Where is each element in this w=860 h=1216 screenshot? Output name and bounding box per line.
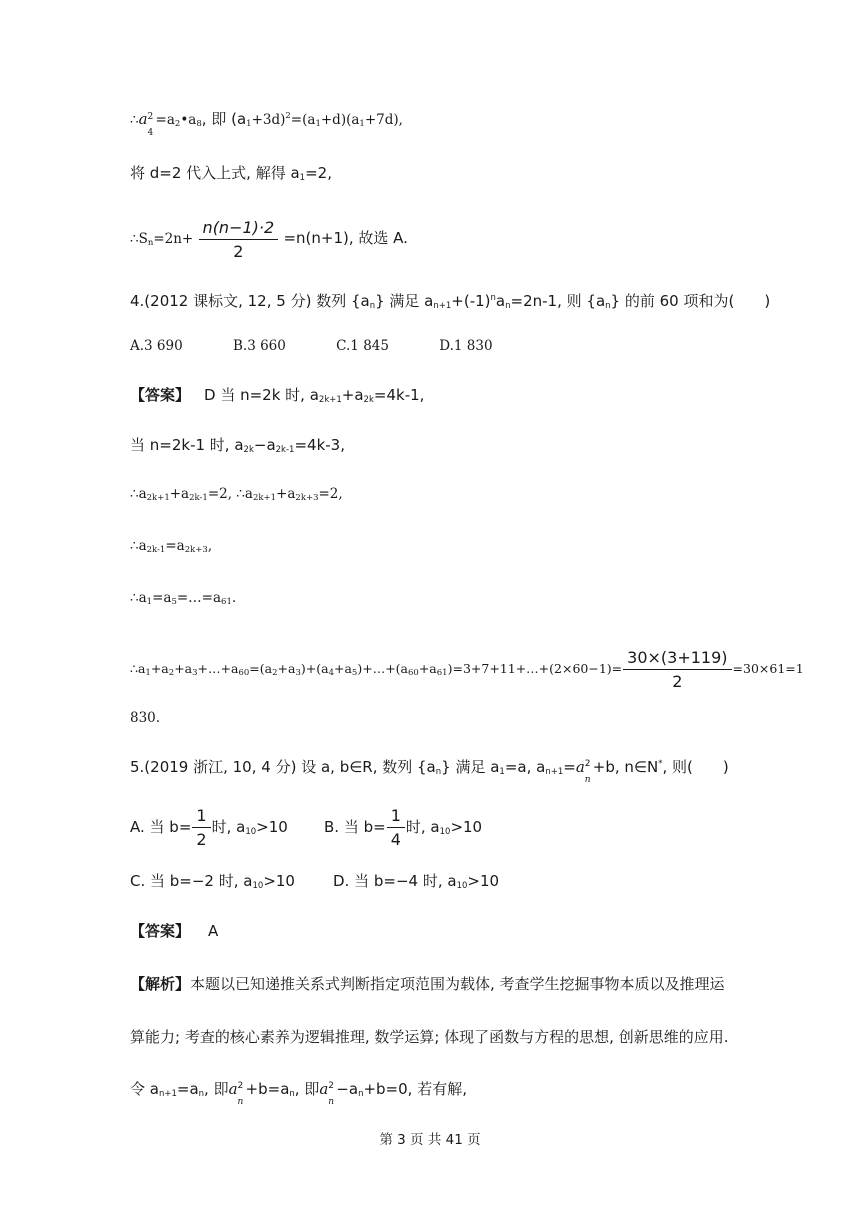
- answer-label: 【答案】: [130, 922, 191, 940]
- formula-line-11: $\therefore a_1+a_2+a_3+\dots+a_{60}=(a_2+a_3)+(a_4+a_5)+\dots+(a_{60}+a_{61})=3+7+11+\dots+(2\times 60-1)=$ $\frac{30\times(3+119)}{2}$ =30×61=1: [130, 648, 804, 691]
- question-5-option-c: C. 当 b=−2 时, $a_{10}>10$: [130, 872, 295, 891]
- formula-line-9: $\therefore a_{2k-1}=a_{2k+3}$,: [130, 538, 213, 555]
- answer-label: 【答案】: [130, 386, 191, 404]
- formula-line-18: 令 $a_{n+1}=a_n$, 即a 2 n $+b=a_n$, 即a 2 n $-a_n+b=0$, 若有解,: [130, 1080, 467, 1107]
- option-b: B.3 660: [233, 338, 286, 354]
- option-d: D.1 830: [439, 338, 493, 354]
- question-4: 4.(2012 课标文, 12, 5 分) 数列 $\{a_n\}$ 满足 $a_{n+1}+(-1)^na_n=2n-1$, 则 $\{a_n\}$ 的前 60 项和为( ): [130, 292, 771, 311]
- fraction: $\frac{n(n-1)\cdot 2}{2}$: [199, 218, 279, 261]
- fraction: $\frac{30\times(3+119)}{2}$: [623, 648, 731, 691]
- formula-line-1: ∴a 2 4 $=a_2•a_8$, 即 $(a_1+3d)^2=(a_1+d)(a_1+7d)$,: [130, 110, 403, 138]
- question-5-option-b: B. 当 b= $\frac{1}{4}$ 时, $a_{10}>10$: [324, 806, 483, 849]
- analysis-label: 【解析】: [130, 975, 191, 993]
- formula-line-10: $\therefore a_1=a_5=\dots=a_{61}$.: [130, 590, 237, 607]
- question-4-options: [130, 338, 493, 354]
- formula-line-2: 将 d=2 代入上式, 解得 $a_1=2$,: [130, 164, 332, 183]
- page-footer: 第 3 页 共 41 页: [379, 1132, 481, 1148]
- formula-line-12: 830.: [130, 710, 161, 726]
- formula-line-7: 当 n=2k-1 时, $a_{2k}-a_{2k-1}=4k-3$,: [130, 436, 345, 455]
- analysis-line-1: 【解析】本题以已知递推关系式判断指定项范围为载体, 考查学生挖掘事物本质以及推理运: [130, 975, 725, 993]
- option-c: C.1 845: [336, 338, 389, 354]
- question-5: 5.(2019 浙江, 10, 4 分) 设 a, b∈R, 数列 $\{a_n\}$ 满足 $a_1=a$, $a_{n+1}=a$ 2 n +b, n∈N*, 则( ): [130, 758, 729, 785]
- question-5-option-d: D. 当 b=−4 时, $a_{10}>10$: [333, 872, 500, 891]
- answer-5: 【答案】 A: [130, 922, 219, 940]
- question-5-option-a: A. 当 b= $\frac{1}{2}$ 时, $a_{10}>10$: [130, 806, 288, 849]
- formula-line-3: $\therefore S_n=2n+$ $\frac{n(n-1)\cdot 2}{2}$ =n(n+1), 故选 A.: [130, 218, 408, 261]
- analysis-line-2: 算能力; 考查的核心素养为逻辑推理, 数学运算; 体现了函数与方程的思想, 创新思维的应用.: [130, 1028, 729, 1046]
- option-a: A.3 690: [130, 338, 183, 354]
- text: ∴: [130, 112, 139, 128]
- formula-line-8: $\therefore a_{2k+1}+a_{2k-1}=2$, $\therefore a_{2k+1}+a_{2k+3}=2$,: [130, 486, 343, 503]
- answer-4: 【答案】 D 当 n=2k 时, $a_{2k+1}+a_{2k}=4k-1$,: [130, 386, 425, 405]
